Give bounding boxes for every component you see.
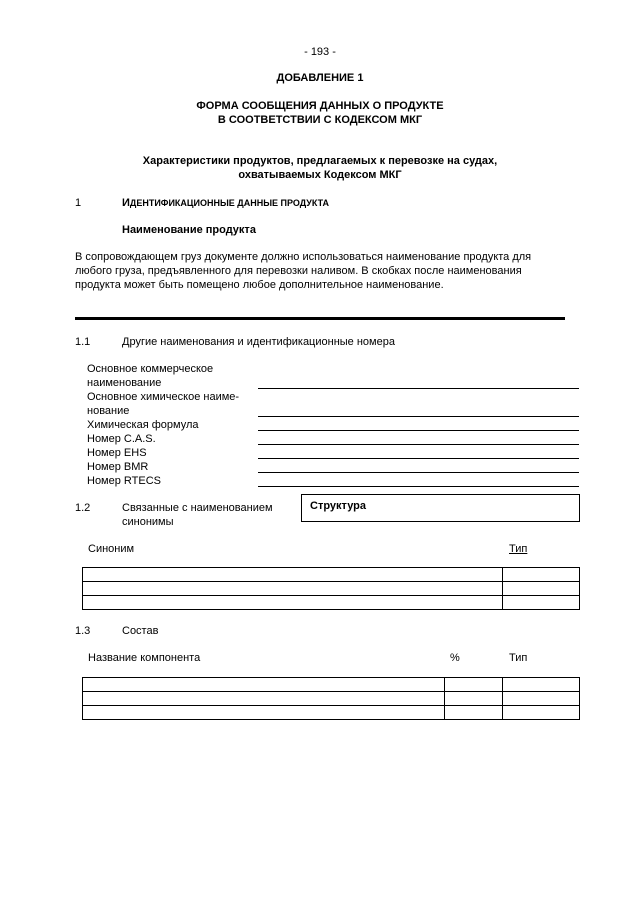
synonym-cell[interactable] xyxy=(83,596,503,610)
ehs-label: Номер EHS xyxy=(87,447,147,459)
formula-field[interactable] xyxy=(258,430,579,431)
formula-label: Химическая формула xyxy=(87,419,199,431)
rtecs-field[interactable] xyxy=(258,486,579,487)
type-cell[interactable] xyxy=(503,582,580,596)
synonym-column-header: Синоним xyxy=(88,543,135,555)
ehs-field[interactable] xyxy=(258,458,579,459)
trade-name-field[interactable] xyxy=(258,388,579,389)
component-cell[interactable] xyxy=(83,692,445,706)
percent-cell[interactable] xyxy=(445,706,503,720)
synonyms-table xyxy=(82,567,580,610)
table-row xyxy=(83,692,580,706)
component-cell[interactable] xyxy=(83,706,445,720)
section-1-title-first: И xyxy=(122,197,130,209)
table-row xyxy=(83,582,580,596)
subtitle-line2: охватываемых Кодексом МКГ xyxy=(238,169,402,181)
component-cell[interactable] xyxy=(83,678,445,692)
type-cell[interactable] xyxy=(503,692,580,706)
composition-type-column-header: Тип xyxy=(509,652,528,664)
form-title-line1: ФОРМА СООБЩЕНИЯ ДАННЫХ О ПРОДУКТЕ xyxy=(196,100,444,112)
section-1-2-number: 1.2 xyxy=(75,502,91,514)
section-1-title xyxy=(122,197,329,210)
section-1-3-title: Состав xyxy=(122,625,159,637)
paragraph-line1: В сопровождающем груз документе должно использоваться наименование продукта для xyxy=(75,251,532,263)
percent-cell[interactable] xyxy=(445,692,503,706)
composition-table xyxy=(82,677,580,720)
type-cell[interactable] xyxy=(503,706,580,720)
structure-label: Структура xyxy=(310,500,366,512)
section-divider xyxy=(75,317,565,320)
page-number: - 193 - xyxy=(304,46,336,58)
type-cell[interactable] xyxy=(503,568,580,582)
form-title-line2: В СООТВЕТСТВИИ С КОДЕКСОМ МКГ xyxy=(217,114,423,126)
bmr-field[interactable] xyxy=(258,472,579,473)
chem-name-field[interactable] xyxy=(258,416,579,417)
annex-title: ДОБАВЛЕНИЕ 1 xyxy=(276,72,364,84)
paragraph-line3: продукта может быть помещено любое дополнительное наименование. xyxy=(75,279,444,291)
rtecs-label: Номер RTECS xyxy=(87,475,161,487)
section-1-2-title-line1: Связанные с наименованием xyxy=(122,502,273,514)
synonym-type-column-header: Тип xyxy=(509,543,528,555)
percent-cell[interactable] xyxy=(445,678,503,692)
subtitle-line1: Характеристики продуктов, предлагаемых к перевозке на судах, xyxy=(142,155,498,167)
cas-field[interactable] xyxy=(258,444,579,445)
paragraph-line2: любого груза, предъявленного для перевозки наливом. В скобках после наименования xyxy=(75,265,522,277)
bmr-label: Номер BMR xyxy=(87,461,149,473)
synonym-cell[interactable] xyxy=(83,568,503,582)
structure-box[interactable] xyxy=(301,494,580,522)
table-row xyxy=(83,678,580,692)
type-cell[interactable] xyxy=(503,596,580,610)
type-cell[interactable] xyxy=(503,678,580,692)
table-row xyxy=(83,596,580,610)
synonym-cell[interactable] xyxy=(83,582,503,596)
product-name-heading: Наименование продукта xyxy=(122,224,256,236)
section-1-1-title: Другие наименования и идентификационные номера xyxy=(122,336,395,348)
section-1-title-rest: ДЕНТИФИКАЦИОННЫЕ ДАННЫЕ ПРОДУКТА xyxy=(129,198,330,208)
section-1-number: 1 xyxy=(75,197,82,209)
cas-label: Номер C.A.S. xyxy=(87,433,156,445)
component-column-header: Название компонента xyxy=(88,652,201,664)
trade-name-label-line2: наименование xyxy=(87,377,162,389)
section-1-1-number: 1.1 xyxy=(75,336,91,348)
section-1-3-number: 1.3 xyxy=(75,625,91,637)
section-1-2-title-line2: синонимы xyxy=(122,516,174,528)
table-row xyxy=(83,568,580,582)
chem-name-label-line2: нование xyxy=(87,405,130,417)
table-row xyxy=(83,706,580,720)
trade-name-label-line1: Основное коммерческое xyxy=(87,363,214,375)
percent-column-header: % xyxy=(450,652,460,664)
chem-name-label-line1: Основное химическое наиме- xyxy=(87,391,240,403)
